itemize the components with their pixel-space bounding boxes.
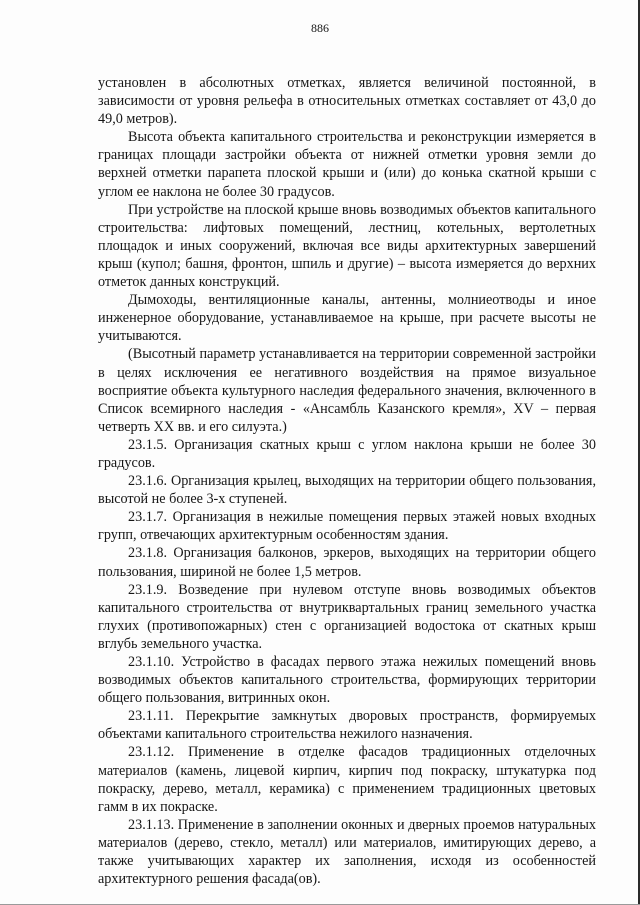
paragraph-23-1-7: 23.1.7. Организация в нежилые помещения первых этажей новых входных групп, отвечающих архитектурным особенностям здания. bbox=[98, 509, 596, 544]
paragraph-23-1-10: 23.1.10. Устройство в фасадах первого этажа нежилых помещений вновь возводимых объектов капитального строительства, формирующих территории общего пользования, витринных окон. bbox=[98, 654, 596, 707]
document-body bbox=[98, 74, 596, 888]
paragraph-23-1-13: 23.1.13. Применение в заполнении оконных и дверных проемов натуральных материалов (дерево, стекло, металл) или материалов, имитирующих дерево, а также учитывающих характер их заполнения, исходя из особенностей архитектурного решения фасада(ов). bbox=[98, 816, 596, 888]
page-number: 886 bbox=[311, 21, 329, 35]
paragraph-23-1-12: 23.1.12. Применение в отделке фасадов традиционных отделочных материалов (камень, лицевой кирпич, кирпич под покраску, штукатурка под покраску, дерево, металл, керамика) с применением традиционных цветовых гамм в их покраске. bbox=[98, 744, 596, 815]
paragraph-23-1-6: 23.1.6. Организация крылец, выходящих на территории общего пользования, высотой не более 3-х ступеней. bbox=[98, 473, 596, 508]
paragraph-23-1-9: 23.1.9. Возведение при нулевом отступе вновь возводимых объектов капитального строительства от внутриквартальных границ земельного участка глухих (противопожарных) стен с организацией водостока от скатных крыш вглубь земельного участка. bbox=[98, 581, 596, 652]
paragraph-roof-equipment: Дымоходы, вентиляционные каналы, антенны, молниеотводы и иное инженерное оборудование, устанавливаемое на крыше, при расчете высоты не учитываются. bbox=[98, 292, 596, 345]
paragraph-height-measurement: Высота объекта капитального строительства и реконструкции измеряется в границах площади застройки объекта от нижней отметки уровня земли до верхней отметки парапета плоской крыши и (или) до конька скатной крыши с углом ее наклона не более 30 градусов. bbox=[98, 129, 596, 200]
paragraph-23-1-5: 23.1.5. Организация скатных крыш с углом наклона крыши не более 30 градусов. bbox=[98, 436, 596, 471]
paragraph-roof-structures: При устройстве на плоской крыше вновь возводимых объектов капитального строительства: лифтовых помещений, лестниц, котельных, вертолетных площадок и иных сооружений, включая все виды архитектурных завершений крыш (купол; башня, фронтон, шпиль и другие) – высота измеряется до верхних отметок данных конструкций. bbox=[98, 201, 596, 291]
paragraph-height-parameter-note: (Высотный параметр устанавливается на территории современной застройки в целях исключения ее негативного воздействия на прямое визуальное восприятие объекта культурного наследия федерального значения, включенного в Список всемирного наследия - «Ансамбль Казанского кремля», XV – первая четверть XX вв. и его силуэта.) bbox=[98, 346, 596, 435]
paragraph-23-1-11: 23.1.11. Перекрытие замкнутых дворовых пространств, формируемых объектами капитального строительства нежилого назначения. bbox=[98, 708, 596, 743]
paragraph-continuation: установлен в абсолютных отметках, является величиной постоянной, в зависимости от уровня рельефа в относительных отметках составляет от 43,0 до 49,0 метров). bbox=[98, 75, 596, 128]
paragraph-23-1-8: 23.1.8. Организация балконов, эркеров, выходящих на территории общего пользования, шириной не более 1,5 метров. bbox=[98, 545, 596, 580]
